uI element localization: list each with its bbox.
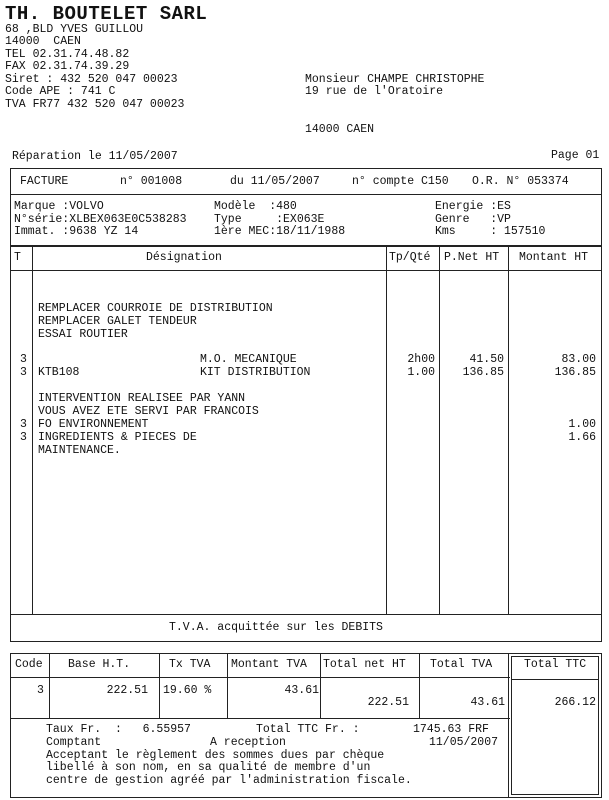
th-mtva: Montant TVA xyxy=(231,658,307,671)
company-tva: TVA FR77 432 520 047 00023 xyxy=(5,98,185,111)
divider xyxy=(10,677,510,678)
row-t: 3 xyxy=(20,431,27,444)
recipient-street: 19 rue de l'Oratoire xyxy=(305,85,444,98)
company-line: 14000 CAEN xyxy=(5,35,81,48)
col-divider xyxy=(508,653,509,798)
tva-note: T.V.A. acquittée sur les DEBITS xyxy=(169,621,383,634)
table-row: REMPLACER GALET TENDEUR xyxy=(38,315,197,328)
header-designation: Désignation xyxy=(146,251,222,264)
total-ttc-value: 266.12 xyxy=(554,696,596,709)
total-ttva: 43.61 xyxy=(470,696,505,709)
table-row: M.O. MECANIQUE xyxy=(200,353,297,366)
vehicle-modele: Modèle :480 xyxy=(214,200,297,213)
th-tnet: Total net HT xyxy=(323,658,406,671)
row-pnet: 136.85 xyxy=(462,366,504,379)
recipient-name: Monsieur CHAMPE CHRISTOPHE xyxy=(305,73,485,86)
table-row: FO ENVIRONNEMENT xyxy=(38,418,149,431)
company-name: TH. BOUTELET SARL xyxy=(5,3,208,25)
exchange-rate: Taux Fr. : 6.55957 xyxy=(46,723,191,736)
total-code: 3 xyxy=(37,684,44,697)
invoice-date: du 11/05/2007 xyxy=(230,175,320,188)
invoice-number: n° 001008 xyxy=(120,175,183,188)
company-fax: FAX 02.31.74.39.29 xyxy=(5,60,130,73)
table-footer-divider xyxy=(10,614,602,615)
table-row: REMPLACER COURROIE DE DISTRIBUTION xyxy=(38,302,273,315)
facture-label: FACTURE xyxy=(20,175,69,188)
row-montant: 1.66 xyxy=(568,431,596,444)
col-divider xyxy=(419,653,420,718)
col-divider xyxy=(386,246,387,614)
th-code: Code xyxy=(15,658,43,671)
or-number: O.R. N° 053374 xyxy=(472,175,569,188)
vehicle-mec: 1ère MEC:18/11/1988 xyxy=(214,225,346,238)
payment-mode: Comptant xyxy=(46,736,102,749)
row-ref: KTB108 xyxy=(38,366,80,379)
divider xyxy=(511,679,599,680)
th-tx: Tx TVA xyxy=(169,658,211,671)
col-divider xyxy=(32,246,33,614)
table-row: ESSAI ROUTIER xyxy=(38,328,128,341)
header-t: T xyxy=(14,251,21,264)
vehicle-energie: Energie :ES xyxy=(435,200,511,213)
row-montant: 83.00 xyxy=(561,353,596,366)
footer-date: 11/05/2007 xyxy=(429,736,499,749)
row-tp: 1.00 xyxy=(407,366,435,379)
table-row: KIT DISTRIBUTION xyxy=(200,366,311,379)
row-montant: 1.00 xyxy=(568,418,596,431)
vehicle-marque: Marque :VOLVO xyxy=(14,200,104,213)
row-t: 3 xyxy=(20,353,27,366)
page-number: Page 01 xyxy=(551,149,600,162)
company-line: 68 ,BLD YVES GUILLOU xyxy=(5,23,144,36)
th-ttva: Total TVA xyxy=(430,658,493,671)
table-header-divider xyxy=(10,270,602,271)
row-t: 3 xyxy=(20,366,27,379)
col-divider xyxy=(49,653,50,718)
col-divider xyxy=(439,246,440,614)
footer-line: centre de gestion agréé par l'administration fiscale. xyxy=(46,774,412,787)
col-divider xyxy=(159,653,160,718)
total-tx: 19.60 % xyxy=(163,684,212,697)
total-ttc-frame xyxy=(511,656,599,795)
company-ape: Code APE : 741 C xyxy=(5,85,116,98)
col-divider xyxy=(320,653,321,718)
divider xyxy=(10,718,510,719)
table-row: INTERVENTION REALISEE PAR YANN xyxy=(38,392,246,405)
recipient-city: 14000 CAEN xyxy=(305,123,375,136)
header-montant: Montant HT xyxy=(519,251,589,264)
divider xyxy=(10,194,602,195)
vehicle-immat: Immat. :9638 YZ 14 xyxy=(14,225,139,238)
th-ttc: Total TTC xyxy=(524,658,587,671)
footer-line: Acceptant le règlement des sommes dues par chèque xyxy=(46,749,385,762)
th-base: Base H.T. xyxy=(68,658,131,671)
company-siret: Siret : 432 520 047 00023 xyxy=(5,73,178,86)
vehicle-serie: N°série:XLBEX063E0C538283 xyxy=(14,213,187,226)
total-ttc-fr-label: Total TTC Fr. : xyxy=(256,723,360,736)
payment-term: A reception xyxy=(210,736,286,749)
footer-line: libellé à son nom, en sa qualité de membre d'un xyxy=(46,761,371,774)
header-tpqte: Tp/Qté xyxy=(389,251,431,264)
total-ttc-fr-value: 1745.63 FRF xyxy=(413,723,489,736)
total-tnet: 222.51 xyxy=(367,696,409,709)
col-divider xyxy=(508,246,509,614)
vehicle-kms: Kms : 157510 xyxy=(435,225,546,238)
company-phone: TEL 02.31.74.48.82 xyxy=(5,48,130,61)
row-pnet: 41.50 xyxy=(469,353,504,366)
col-divider xyxy=(227,653,228,718)
row-montant: 136.85 xyxy=(554,366,596,379)
table-row: MAINTENANCE. xyxy=(38,444,121,457)
vehicle-genre: Genre :VP xyxy=(435,213,511,226)
vehicle-type: Type :EX063E xyxy=(214,213,325,226)
header-pnet: P.Net HT xyxy=(444,251,500,264)
total-mtva: 43.61 xyxy=(284,684,319,697)
account-number: n° compte C150 xyxy=(352,175,449,188)
table-row: VOUS AVEZ ETE SERVI PAR FRANCOIS xyxy=(38,405,259,418)
repair-date: Réparation le 11/05/2007 xyxy=(12,150,178,163)
total-base: 222.51 xyxy=(106,684,148,697)
row-tp: 2h00 xyxy=(407,353,435,366)
table-row: INGREDIENTS & PIECES DE xyxy=(38,431,197,444)
row-t: 3 xyxy=(20,418,27,431)
